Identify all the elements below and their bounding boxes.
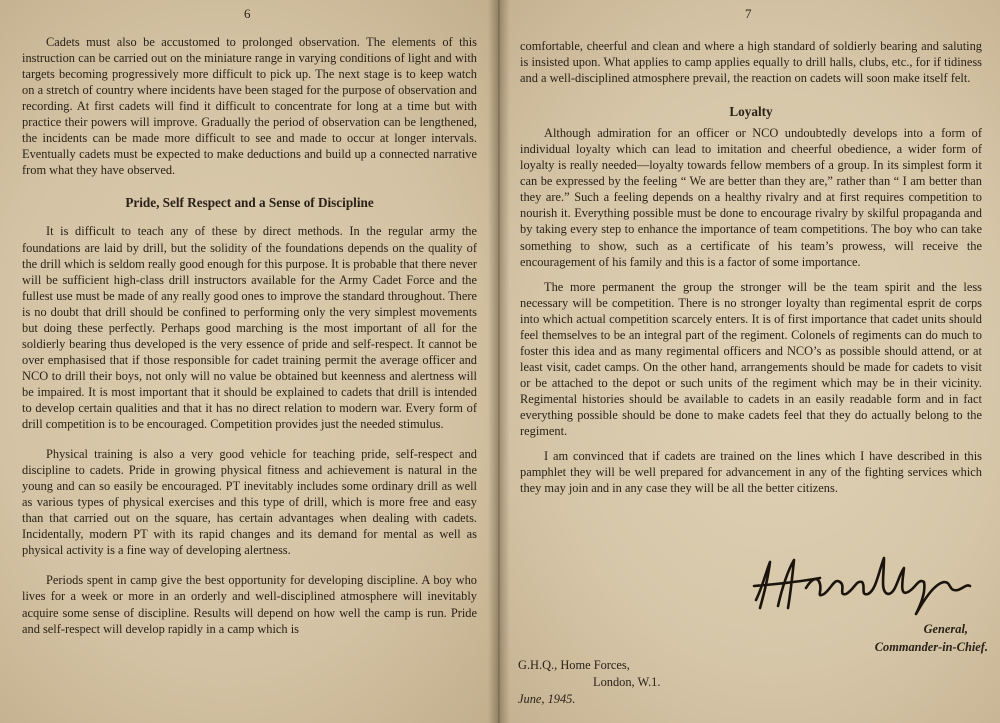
signatory-title: Commander-in-Chief. bbox=[874, 640, 988, 654]
paragraph-physical-training: Physical training is also a very good vehicle for teaching pride, self-respect and discipline to cadets. Pride in growing physical fitness and achievement is natural in the young and can so easily be encouraged. PT inevitably includes some ordinary drill as well as various types of physical exercises and this type of drill, which is more free and easy than that carried out on the square, has certain advantages when dealing with cadets. Incidentally, modern PT with its rapid changes and its demand for mental as well as physical activity is a fine way of developing alertness. bbox=[22, 447, 477, 558]
address-line-2: London, W.1. bbox=[593, 675, 661, 689]
left-page-text bbox=[22, 34, 477, 637]
left-page bbox=[0, 0, 498, 723]
section-heading-pride: Pride, Self Respect and a Sense of Discipline bbox=[125, 195, 374, 211]
page-number-left: 6 bbox=[244, 6, 251, 21]
signatory-rank: General, bbox=[923, 622, 968, 636]
paragraph-camp-continued: comfortable, cheerful and clean and where a high standard of soldierly bearing and saluting is insisted upon. What applies to camp applies equally to drill halls, clubs, etc., for if tidiness and a well-disciplined atmosphere prevail, the reaction on cadets will soon make itself felt. bbox=[520, 39, 982, 86]
page-number-right: 7 bbox=[745, 6, 752, 21]
paragraph-regiment: The more permanent the group the stronger will be the team spirit and the less necessary will be competition. There is no stronger loyalty than regimental esprit de corps into which actual competition scarcely enters. It is of first importance that cadet units should feel themselves to be an integral part of the regiment. Colonels of regiments can do much to foster this idea and as many regimental officers and NCO’s as possible should attend, or at least visit, cadet camps. On the other hand, arrangements should be made for cadets to visit or be attached to the depot or such units of the regiment which may be in their vicinity. Regimental histories should be available to cadets in an easily readable form and in fact everything possible should be done to make cadets feel that they do actually belong to the regiment. bbox=[520, 279, 982, 439]
document-date: June, 1945. bbox=[518, 692, 576, 706]
right-page bbox=[498, 0, 1000, 723]
paragraph-conclusion: I am convinced that if cadets are trained on the lines which I have described in this pamphlet they will be well prepared for advancement in any of the fighting services which they may join and in any case they will be all the better citizens. bbox=[520, 449, 982, 496]
paragraph-drill: It is difficult to teach any of these by direct methods. In the regular army the foundations are laid by drill, but the solidity of the foundations depends on the quality of the drill which is seldom really good enough for this purpose. It is probable that there never will be sufficient high-class drill instructors available for the Army Cadet Force and the fullest use must be made of any really good ones to improve the standard throughout. There is no doubt that drill should be confined to performing only the very simplest movements but doing these perfectly. Perhaps good marching is the most important of all for the soldierly bearing thus developed is the very essence of pride and self-respect. It cannot be over emphasised that if those responsible for cadet training permit the average officer and NCO to drill their boys, not only will no value be obtained but keenness and alertness will be impaired. It is most important that it should be explained to cadets that drill is intended to develop certain qualities and that it has no direct relation to modern war. Every form of drill competition is to be encouraged. Competition provides just the needed stimulus. bbox=[22, 224, 477, 432]
paragraph-loyalty: Although admiration for an officer or NCO undoubtedly develops into a form of individual loyalty which can lead to imitation and cheerful obedience, a wider form of loyalty is really needed—loyalty towards fellow members of a group. In its simplest form it can be expressed by the feeling “ We are better than they are,” rather than “ I am better than they are.” Such a feeling depends on a healthy rivalry and at first requires competition to nourish it. Everything possible must be done to encourage rivalry by skilful propaganda and by taking every step to enhance the importance of team competitions. The boy who can take something to show, such as a certificate of his team’s prowess, will receive the encouragement of his family and this is a factor of some importance. bbox=[520, 126, 982, 269]
signature-drawing bbox=[748, 548, 978, 618]
address-line-1: G.H.Q., Home Forces, bbox=[518, 658, 630, 672]
paragraph-observation: Cadets must also be accustomed to prolonged observation. The elements of this instruction can be carried out on the miniature range in varying conditions of light and with targets becoming progressively more difficult to pick up. The next stage is to keep watch on a stretch of country where incidents have been staged for the purpose of observation and recording. At first cadets will find it difficult to concentrate for long at a time but with practice their powers will improve. Gradually the period of observation can be lengthened, the incidents can be made more difficult to see and made to occur at longer intervals. Eventually cadets must be expected to make deductions and build up a connected narrative from what they have observed. bbox=[22, 35, 477, 178]
right-page-text bbox=[520, 38, 982, 496]
section-heading-loyalty: Loyalty bbox=[729, 104, 773, 120]
paragraph-camp: Periods spent in camp give the best opportunity for developing discipline. A boy who lives for a week or more in an orderly and well-disciplined atmosphere will inevitably acquire some sense of discipline. Results will depend on how well the camp is run. Pride and self-respect will develop rapidly in a camp which is bbox=[22, 573, 477, 636]
handwritten-signature bbox=[748, 548, 978, 618]
book-gutter bbox=[488, 0, 510, 723]
